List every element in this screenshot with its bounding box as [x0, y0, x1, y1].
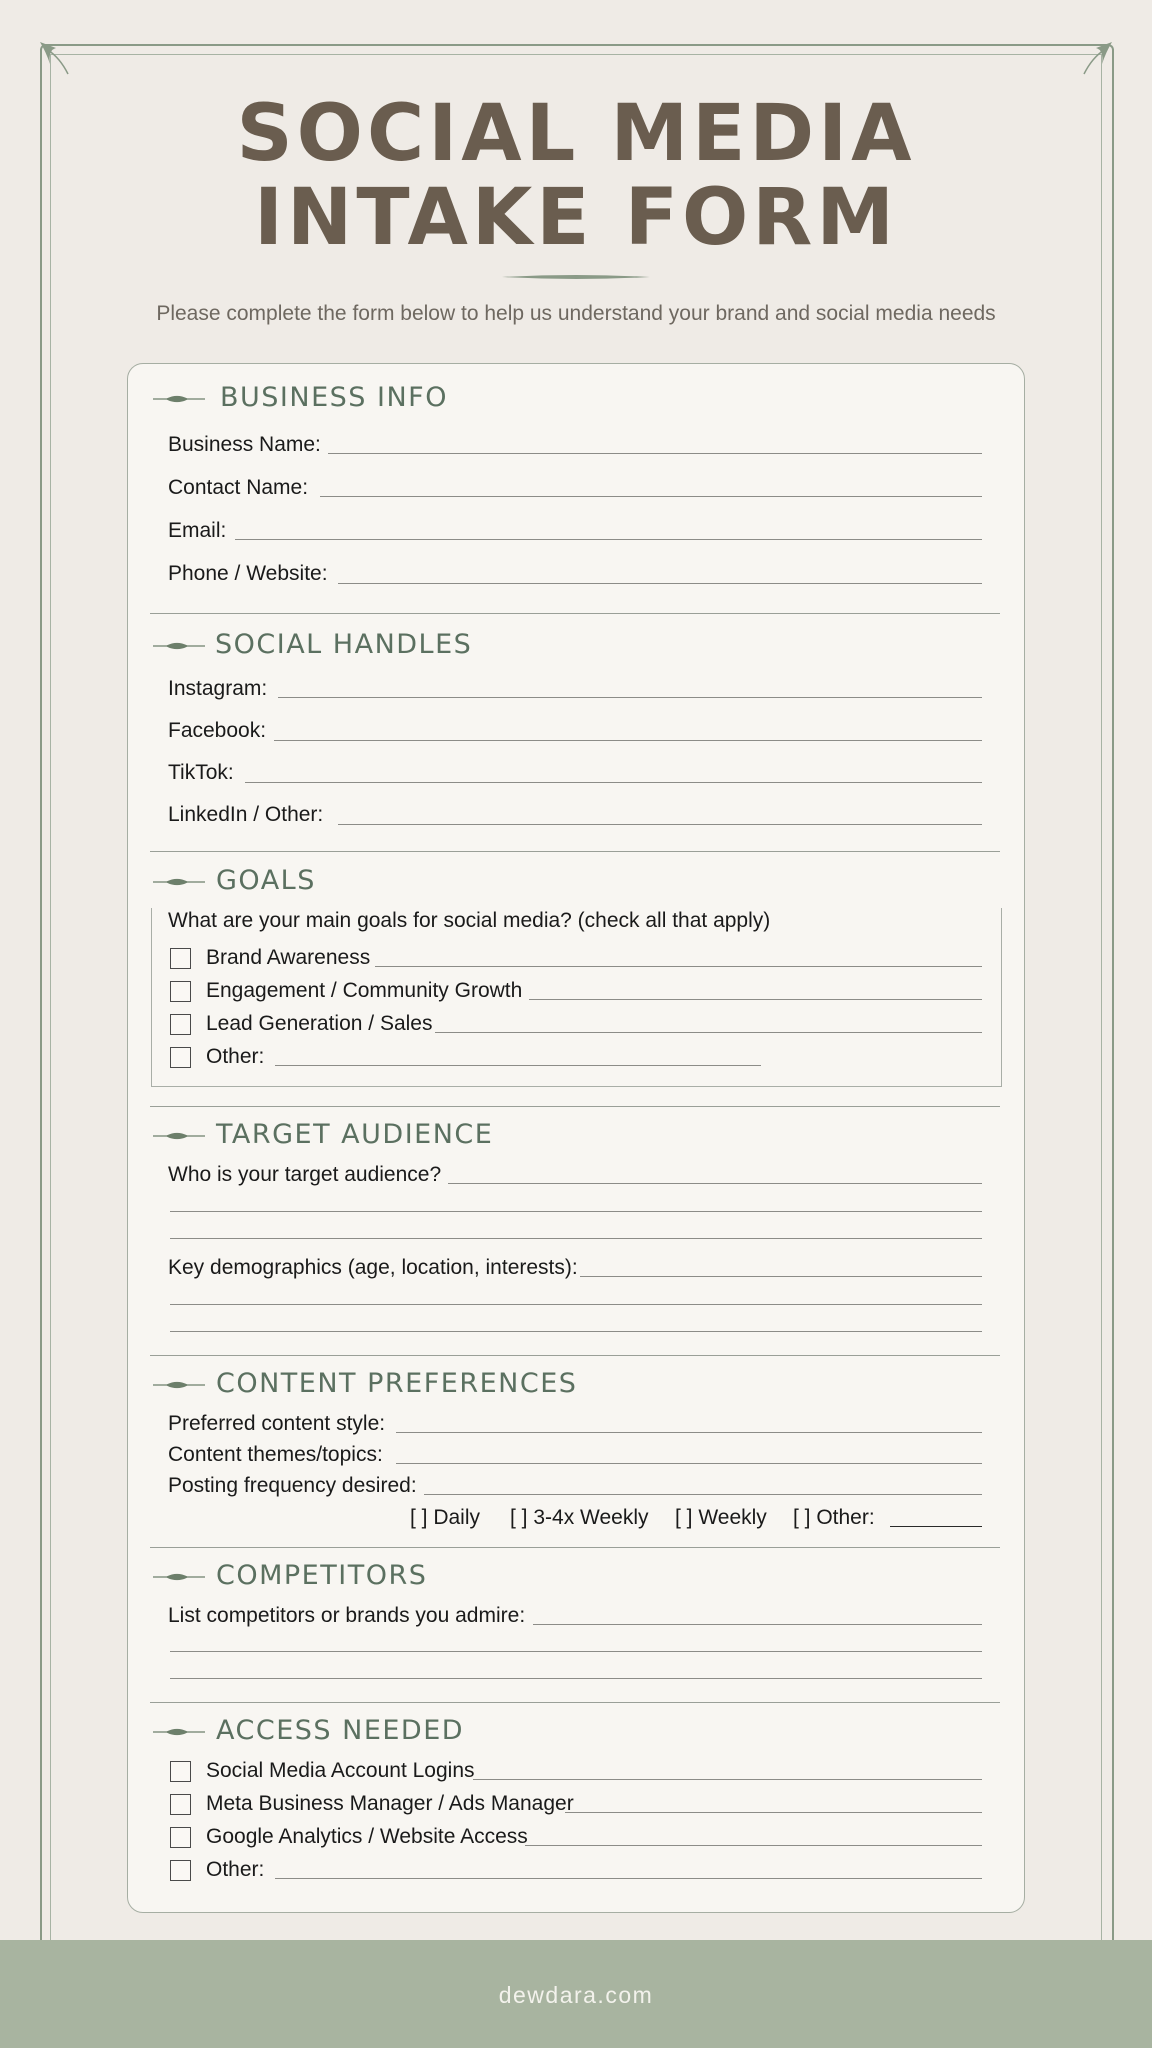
checkbox-account-logins[interactable] — [170, 1761, 191, 1782]
section-leaf-icon — [153, 1572, 205, 1582]
email-input-line[interactable] — [235, 539, 982, 540]
competitors-question: List competitors or brands you admire: — [168, 1604, 526, 1627]
frequency-option-3-4x-weekly[interactable]: [ ] 3-4x Weekly — [510, 1506, 649, 1529]
meta-business-manager-notes-line[interactable] — [565, 1812, 982, 1813]
tiktok-input-line[interactable] — [245, 782, 982, 783]
field-label-content-style: Preferred content style: — [168, 1412, 386, 1435]
section-title-social-handles: SOCIAL HANDLES — [215, 629, 473, 660]
linkedin-other-input-line[interactable] — [338, 824, 982, 825]
goal-label-lead-generation: Lead Generation / Sales — [206, 1012, 433, 1035]
field-label-linkedin-other: LinkedIn / Other: — [168, 803, 324, 826]
checkbox-google-analytics[interactable] — [170, 1827, 191, 1848]
access-label-meta-business-manager: Meta Business Manager / Ads Manager — [206, 1792, 574, 1815]
competitors-answer-line-3[interactable] — [170, 1678, 982, 1679]
checkbox-goal-other[interactable] — [170, 1047, 191, 1068]
access-other-input-line[interactable] — [275, 1878, 982, 1879]
section-title-content-preferences: CONTENT PREFERENCES — [216, 1368, 578, 1399]
brand-awareness-notes-line[interactable] — [375, 966, 982, 967]
section-title-goals: GOALS — [216, 865, 316, 896]
audience-answer-line-2[interactable] — [170, 1211, 982, 1212]
competitors-answer-line-1[interactable] — [533, 1624, 982, 1625]
demographics-answer-line-1[interactable] — [580, 1276, 982, 1277]
field-label-instagram: Instagram: — [168, 677, 268, 700]
audience-answer-line-3[interactable] — [170, 1238, 982, 1239]
section-divider — [150, 1106, 1000, 1107]
frequency-option-weekly[interactable]: [ ] Weekly — [675, 1506, 767, 1529]
field-label-email: Email: — [168, 519, 227, 542]
goal-label-engagement: Engagement / Community Growth — [206, 979, 523, 1002]
competitors-answer-line-2[interactable] — [170, 1651, 982, 1652]
google-analytics-notes-line[interactable] — [525, 1845, 982, 1846]
goals-question: What are your main goals for social media? (check all that apply) — [168, 909, 771, 932]
section-leaf-icon — [153, 1380, 205, 1390]
page-title: SOCIAL MEDIA INTAKE FORM — [236, 89, 916, 263]
phone-website-input-line[interactable] — [338, 583, 982, 584]
checkbox-brand-awareness[interactable] — [170, 948, 191, 969]
demographics-question: Key demographics (age, location, interests): — [168, 1256, 578, 1279]
engagement-notes-line[interactable] — [529, 999, 982, 1000]
footer-website: dewdara.com — [498, 1982, 654, 2008]
field-label-facebook: Facebook: — [168, 719, 267, 742]
field-label-content-themes: Content themes/topics: — [168, 1443, 383, 1466]
page-subtitle: Please complete the form below to help us understand your brand and social media needs — [156, 302, 996, 325]
section-leaf-icon — [153, 394, 205, 404]
access-label-other: Other: — [206, 1858, 265, 1881]
section-divider — [150, 1547, 1000, 1548]
content-style-input-line[interactable] — [396, 1432, 982, 1433]
field-label-posting-frequency: Posting frequency desired: — [168, 1474, 417, 1497]
audience-answer-line-1[interactable] — [448, 1183, 982, 1184]
corner-ornament-icon — [38, 40, 86, 88]
section-title-competitors: COMPETITORS — [216, 1560, 428, 1591]
demographics-answer-line-3[interactable] — [170, 1331, 982, 1332]
field-label-business-name: Business Name: — [168, 433, 321, 456]
section-title-business-info: BUSINESS INFO — [220, 382, 448, 413]
business-name-input-line[interactable] — [328, 453, 982, 454]
goal-other-input-line[interactable] — [275, 1065, 761, 1066]
checkbox-lead-generation[interactable] — [170, 1014, 191, 1035]
field-label-phone-website: Phone / Website: — [168, 562, 328, 585]
goal-label-other: Other: — [206, 1045, 265, 1068]
frequency-option-daily[interactable]: [ ] Daily — [410, 1506, 481, 1529]
section-divider — [150, 1355, 1000, 1356]
corner-ornament-icon — [1066, 40, 1114, 88]
audience-question: Who is your target audience? — [168, 1163, 442, 1186]
frequency-other-input-line[interactable] — [890, 1526, 982, 1527]
facebook-input-line[interactable] — [274, 740, 982, 741]
lead-generation-notes-line[interactable] — [435, 1032, 982, 1033]
field-label-tiktok: TikTok: — [168, 761, 234, 784]
demographics-answer-line-2[interactable] — [170, 1304, 982, 1305]
title-underline-ornament — [502, 274, 650, 280]
contact-name-input-line[interactable] — [320, 496, 982, 497]
posting-frequency-input-line[interactable] — [424, 1494, 982, 1495]
section-title-access-needed: ACCESS NEEDED — [216, 1715, 465, 1746]
section-divider — [150, 851, 1000, 852]
access-label-account-logins: Social Media Account Logins — [206, 1759, 475, 1782]
section-leaf-icon — [153, 1131, 205, 1141]
access-label-google-analytics: Google Analytics / Website Access — [206, 1825, 528, 1848]
section-divider — [150, 1702, 1000, 1703]
section-leaf-icon — [153, 1727, 205, 1737]
section-leaf-icon — [153, 641, 205, 651]
checkbox-access-other[interactable] — [170, 1860, 191, 1881]
instagram-input-line[interactable] — [278, 697, 982, 698]
section-title-target-audience: TARGET AUDIENCE — [216, 1119, 494, 1150]
section-leaf-icon — [153, 877, 205, 887]
content-themes-input-line[interactable] — [396, 1463, 982, 1464]
frequency-option-other[interactable]: [ ] Other: — [793, 1506, 875, 1529]
checkbox-engagement[interactable] — [170, 981, 191, 1002]
goal-label-brand-awareness: Brand Awareness — [206, 946, 371, 969]
account-logins-notes-line[interactable] — [473, 1779, 982, 1780]
section-divider — [150, 613, 1000, 614]
field-label-contact-name: Contact Name: — [168, 476, 309, 499]
checkbox-meta-business-manager[interactable] — [170, 1794, 191, 1815]
